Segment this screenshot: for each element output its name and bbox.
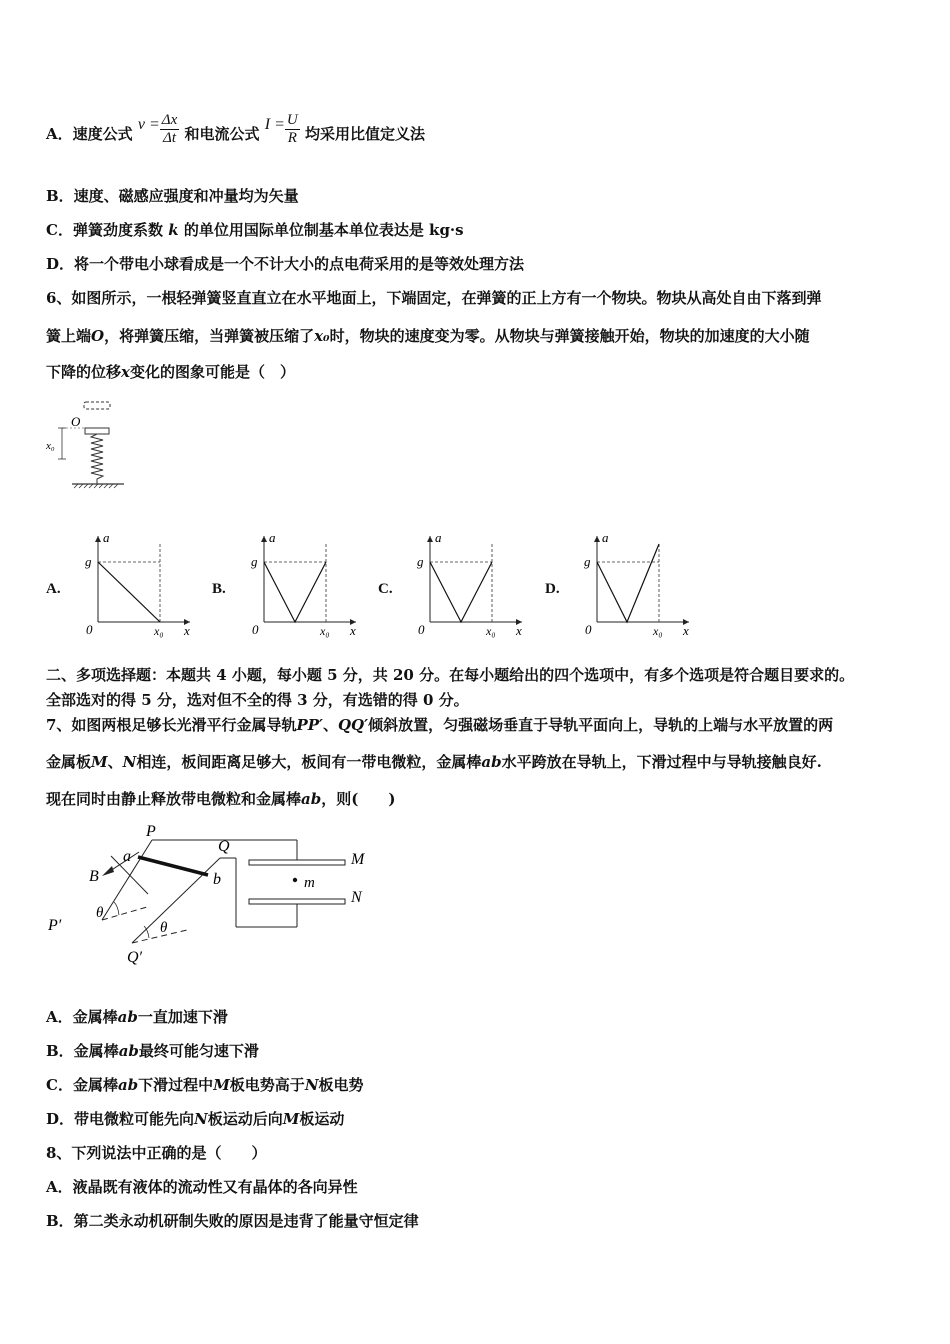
q5-option-a — [46, 106, 425, 162]
metal-rod-ab — [138, 857, 208, 875]
q7-c-m: M — [213, 1076, 230, 1094]
q7-l1-sep: 、 — [322, 716, 338, 734]
graph-2 — [410, 530, 530, 645]
graph-option-letter: D. — [545, 581, 560, 597]
q7-a-post: 一直加速下滑 — [137, 1008, 228, 1026]
axis-label-g: g — [584, 554, 591, 569]
acceleration-curve — [430, 562, 492, 622]
label-q: Q — [218, 838, 230, 855]
q6-l2-x0: x₀ — [314, 327, 330, 345]
velocity-numerator: Δx — [161, 111, 178, 128]
q7-option-d — [46, 1109, 344, 1129]
q7-l3-b: ，则( ) — [321, 790, 396, 808]
label-particle: m — [304, 875, 315, 891]
q7-option-c — [46, 1075, 364, 1095]
section2-line1: 二、多项选择题：本题共 4 小题，每小题 5 分，共 20 分。在每小题给出的四个选项中，有多个选项是符合题目要求的。 — [46, 666, 855, 684]
q7-l2-c: 水平跨放在导轨上，下滑过程中与导轨接触良好. — [501, 753, 822, 771]
label-b: b — [213, 871, 221, 888]
graph-option-letter: C. — [378, 581, 393, 597]
rail-qq — [132, 858, 220, 943]
q5-a-suffix: 均采用比值定义法 — [304, 125, 425, 143]
origin-label: 0 — [86, 622, 93, 637]
q6-l3-x: x — [121, 363, 130, 381]
q7-stem-line3 — [46, 789, 395, 809]
q7-l3-a: 现在同时由静止释放带电微粒和金属棒 — [46, 790, 302, 808]
q7-b-post: 最终可能匀速下滑 — [138, 1042, 259, 1060]
q6-stem-line3 — [46, 362, 295, 382]
q7-d-post: 板运动 — [299, 1110, 345, 1128]
q7-l2-sep: 、 — [107, 753, 123, 771]
label-m-plate: M — [351, 851, 365, 868]
o-label: O — [71, 414, 81, 429]
q5-a-current-lhs: I = — [264, 116, 285, 133]
graph-3 — [577, 530, 697, 645]
axis-label-a: a — [103, 530, 110, 545]
axis-label-a: a — [435, 530, 442, 545]
q7-l3-ab: ab — [301, 790, 322, 808]
label-theta-2: θ — [160, 920, 168, 936]
q6-l3-a: 下降的位移 — [46, 363, 122, 381]
x0-tick-label: x₀ — [653, 624, 663, 638]
q7-c-n: N — [304, 1076, 319, 1094]
q6-l3-b: 变化的图象可能是（ ） — [129, 363, 295, 381]
q7-option-b — [46, 1041, 259, 1061]
q5-option-c — [46, 220, 464, 240]
label-b-field: B — [89, 868, 99, 885]
current-fraction — [285, 112, 300, 147]
q5-a-prefix: A．速度公式 — [46, 125, 133, 143]
acceleration-curve — [264, 562, 326, 622]
q7-stem-line1 — [46, 715, 833, 735]
plate-n — [249, 899, 345, 904]
q7-l1-pp: PP′ — [296, 716, 323, 734]
spring-top-plate — [85, 428, 109, 434]
graph-option-letter: A. — [46, 581, 61, 597]
q6-l2-a: 簧上端 — [46, 327, 92, 345]
axis-label-g: g — [85, 554, 92, 569]
label-a: a — [123, 848, 131, 865]
current-denominator: R — [287, 129, 297, 146]
q7-l1-a: 7、如图两根足够长光滑平行金属导轨 — [46, 716, 297, 734]
acceleration-curve — [597, 544, 659, 622]
axis-label-g: g — [417, 554, 424, 569]
y-axis-arrowhead — [95, 536, 101, 542]
axis-label-a: a — [269, 530, 276, 545]
q7-c-pre: C．金属棒 — [46, 1076, 118, 1094]
axis-label-x: x — [350, 623, 356, 638]
plate-m — [249, 860, 345, 865]
x0-tick-label: x₀ — [486, 624, 496, 638]
x0-tick-label: x₀ — [320, 624, 330, 638]
q5-c-k: k — [168, 221, 179, 239]
q6-l2-b: ，将弹簧压缩，当弹簧被压缩了 — [104, 327, 315, 345]
b-field-arrowhead — [102, 866, 114, 876]
origin-label: 0 — [585, 622, 592, 637]
y-axis-arrowhead — [427, 536, 433, 542]
q6-stem-line2 — [46, 326, 810, 346]
block-dashed — [84, 402, 110, 409]
particle-m — [293, 878, 297, 882]
spring-figure — [40, 395, 130, 495]
axis-label-x: x — [516, 623, 522, 638]
q6-stem-line1: 6、如图所示，一根轻弹簧竖直直立在水平地面上，下端固定，在弹簧的正上方有一个物块。物块从高处自由下落到弹 — [46, 289, 822, 307]
q7-stem-line2 — [46, 752, 822, 772]
q5-c-prefix: C．弹簧劲度系数 — [46, 221, 163, 239]
graph-option-letter: B. — [212, 581, 226, 597]
origin-label: 0 — [418, 622, 425, 637]
graph-1 — [244, 530, 364, 645]
q7-d-pre: D．带电微粒可能先向 — [46, 1110, 195, 1128]
q8-option-a: A．液晶既有液体的流动性又有晶体的各向异性 — [46, 1178, 358, 1196]
q7-l1-qq: QQ′ — [337, 716, 369, 734]
label-q-prime: Q′ — [127, 949, 143, 966]
q7-c-mid2: 板电势高于 — [229, 1076, 305, 1094]
q6-l2-o: O — [91, 327, 105, 345]
q7-a-ab: ab — [117, 1008, 138, 1026]
acceleration-curve — [98, 562, 160, 622]
graph-0 — [78, 530, 198, 645]
q5-option-b: B．速度、磁感应强度和冲量均为矢量 — [46, 187, 299, 205]
q8-stem: 8、下列说法中正确的是（ ） — [46, 1144, 267, 1162]
label-p: P — [146, 823, 156, 840]
section2-line2: 全部选对的得 5 分，选对但不全的得 3 分，有选错的得 0 分。 — [46, 691, 469, 709]
x0-tick-label: x₀ — [154, 624, 164, 638]
q7-l2-n: N — [122, 753, 137, 771]
q5-option-d: D．将一个带电小球看成是一个不计大小的点电荷采用的是等效处理方法 — [46, 255, 525, 273]
q7-d-mid: 板运动后向 — [207, 1110, 283, 1128]
velocity-denominator: Δt — [163, 129, 176, 146]
q5-a-velocity-lhs: v = — [137, 116, 160, 133]
q5-a-middle: 和电流公式 — [184, 125, 260, 143]
q7-option-a — [46, 1007, 228, 1027]
q7-d-n: N — [194, 1110, 208, 1128]
rail-capacitor-figure — [40, 820, 390, 970]
q8-option-b: B．第二类永动机研制失败的原因是违背了能量守恒定律 — [46, 1212, 419, 1230]
axis-label-x: x — [184, 623, 190, 638]
q7-c-mid: 下滑过程中 — [138, 1076, 214, 1094]
q7-c-post: 板电势 — [318, 1076, 364, 1094]
y-axis-arrowhead — [261, 536, 267, 542]
current-numerator: U — [286, 111, 298, 128]
q7-b-ab: ab — [118, 1042, 139, 1060]
q7-d-m: M — [282, 1110, 300, 1128]
q7-l2-a: 金属板 — [46, 753, 92, 771]
q7-l2-ab: ab — [481, 753, 502, 771]
q7-l2-b: 相连，板间距离足够大，板间有一带电微粒，金属棒 — [136, 753, 482, 771]
axis-label-g: g — [251, 554, 258, 569]
q7-l2-m: M — [91, 753, 108, 771]
origin-label: 0 — [252, 622, 259, 637]
ground-hatch — [74, 484, 118, 488]
q7-b-pre: B．金属棒 — [46, 1042, 119, 1060]
axis-label-x: x — [683, 623, 689, 638]
axis-label-a: a — [602, 530, 609, 545]
velocity-fraction — [160, 112, 179, 147]
label-n-plate: N — [351, 889, 362, 906]
y-axis-arrowhead — [594, 536, 600, 542]
q6-l2-c: 时，物块的速度变为零。从物块与弹簧接触开始，物块的加速度的大小随 — [329, 327, 810, 345]
theta-arc-p — [114, 902, 119, 915]
q7-c-ab: ab — [117, 1076, 139, 1094]
q5-c-suffix: 的单位用国际单位制基本单位表达是 kg·s — [183, 221, 464, 239]
label-theta-1: θ — [96, 905, 104, 921]
label-p-prime: P′ — [48, 917, 62, 934]
q7-l1-b: 倾斜放置，匀强磁场垂直于导轨平面向上，导轨的上端与水平放置的两 — [368, 716, 834, 734]
spring-coil — [91, 434, 103, 484]
x0-label: x₀ — [46, 440, 55, 452]
q7-a-pre: A．金属棒 — [46, 1008, 118, 1026]
